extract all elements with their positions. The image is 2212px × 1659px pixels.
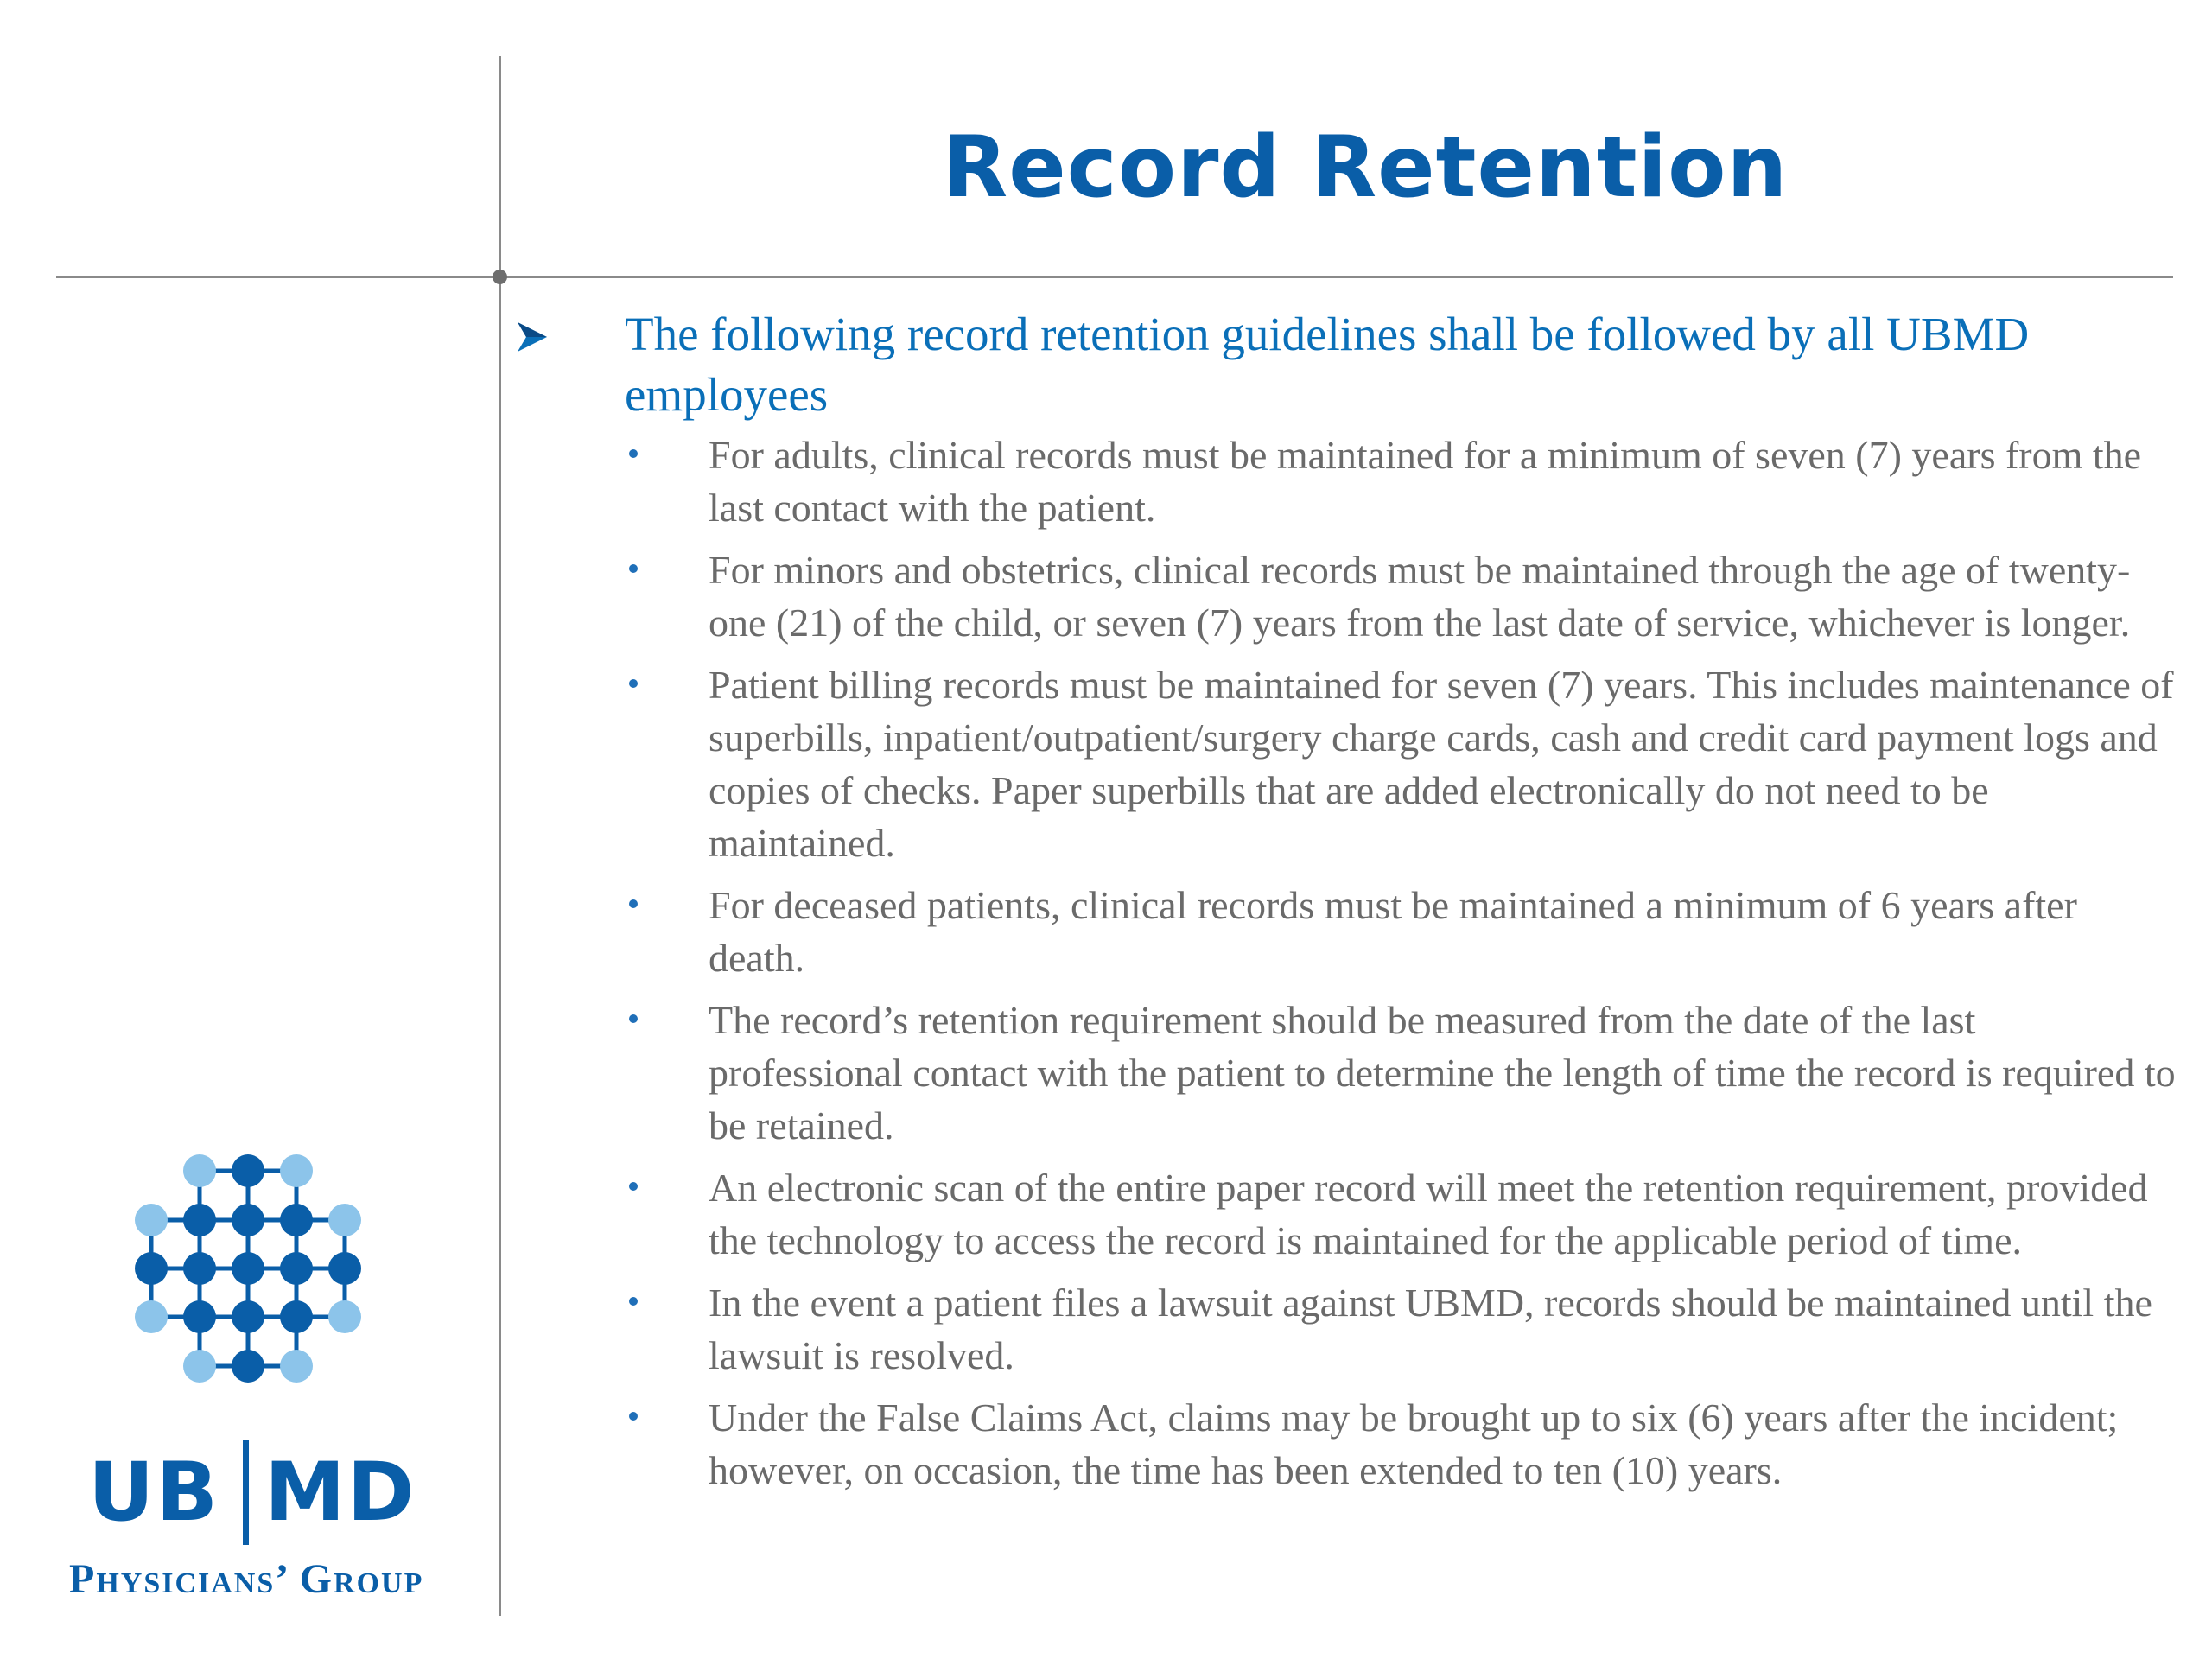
dot-grid-logo-icon <box>131 1149 373 1400</box>
bullet-dot-icon <box>629 899 638 908</box>
logo-divider-bar <box>243 1440 249 1545</box>
logo-ub-text: UB <box>88 1446 219 1540</box>
list-item <box>510 1161 2177 1267</box>
bullet-dot-icon <box>629 1182 638 1191</box>
list-item <box>510 994 2177 1152</box>
list-item <box>510 1391 2177 1497</box>
bullet-dot-icon <box>629 1412 638 1421</box>
list-item-text: Under the False Claims Act, claims may be brought up to six (6) years after the incident; however, on occasion, the time has been extended to ten (10) years. <box>709 1395 2119 1492</box>
list-item <box>510 1276 2177 1382</box>
horizontal-divider <box>56 276 2173 278</box>
slide-content <box>510 304 2177 1506</box>
guideline-list <box>510 429 2177 1497</box>
list-item <box>510 658 2177 869</box>
logo-tagline: Physicians’ Group <box>69 1556 424 1602</box>
slide-title: Record Retention <box>942 118 1789 217</box>
bullet-dot-icon <box>629 679 638 688</box>
bullet-dot-icon <box>629 449 638 458</box>
list-item <box>510 429 2177 534</box>
lead-bullet <box>510 304 2177 425</box>
lead-text: The following record retention guidelines shall be followed by all UBMD employees <box>625 308 2030 421</box>
list-item <box>510 879 2177 984</box>
ubmd-logo <box>52 1149 449 1616</box>
bullet-dot-icon <box>629 1297 638 1306</box>
bullet-dot-icon <box>629 564 638 573</box>
list-item-text: In the event a patient files a lawsuit against UBMD, records should be maintained until the lawsuit is resolved. <box>709 1281 2152 1377</box>
arrow-bullet-icon <box>515 320 550 354</box>
list-item <box>510 543 2177 649</box>
vertical-divider <box>499 56 501 1616</box>
list-item-text: The record’s retention requirement should be measured from the date of the last professional contact with the patient to determine the length of time the record is required to be retained. <box>709 998 2176 1147</box>
bullet-dot-icon <box>629 1014 638 1023</box>
logo-md-text: MD <box>264 1446 416 1540</box>
list-item-text: Patient billing records must be maintained for seven (7) years. This includes maintenance of superbills, inpatient/outpatient/surgery charge cards, cash and credit card payment logs and copies of checks. Paper superbills that are added electronically do not need to be maintained. <box>709 663 2174 865</box>
list-item-text: For deceased patients, clinical records must be maintained a minimum of 6 years after death. <box>709 883 2077 980</box>
list-item-text: For minors and obstetrics, clinical records must be maintained through the age of twenty-one (21) of the child, or seven (7) years from the last date of service, whichever is longer. <box>709 548 2131 645</box>
divider-intersection-dot <box>493 270 507 284</box>
list-item-text: An electronic scan of the entire paper record will meet the retention requirement, provided the technology to access the record is maintained for the applicable period of time. <box>709 1166 2148 1262</box>
logo-wordmark <box>52 1446 449 1540</box>
list-item-text: For adults, clinical records must be maintained for a minimum of seven (7) years from the last contact with the patient. <box>709 433 2142 530</box>
